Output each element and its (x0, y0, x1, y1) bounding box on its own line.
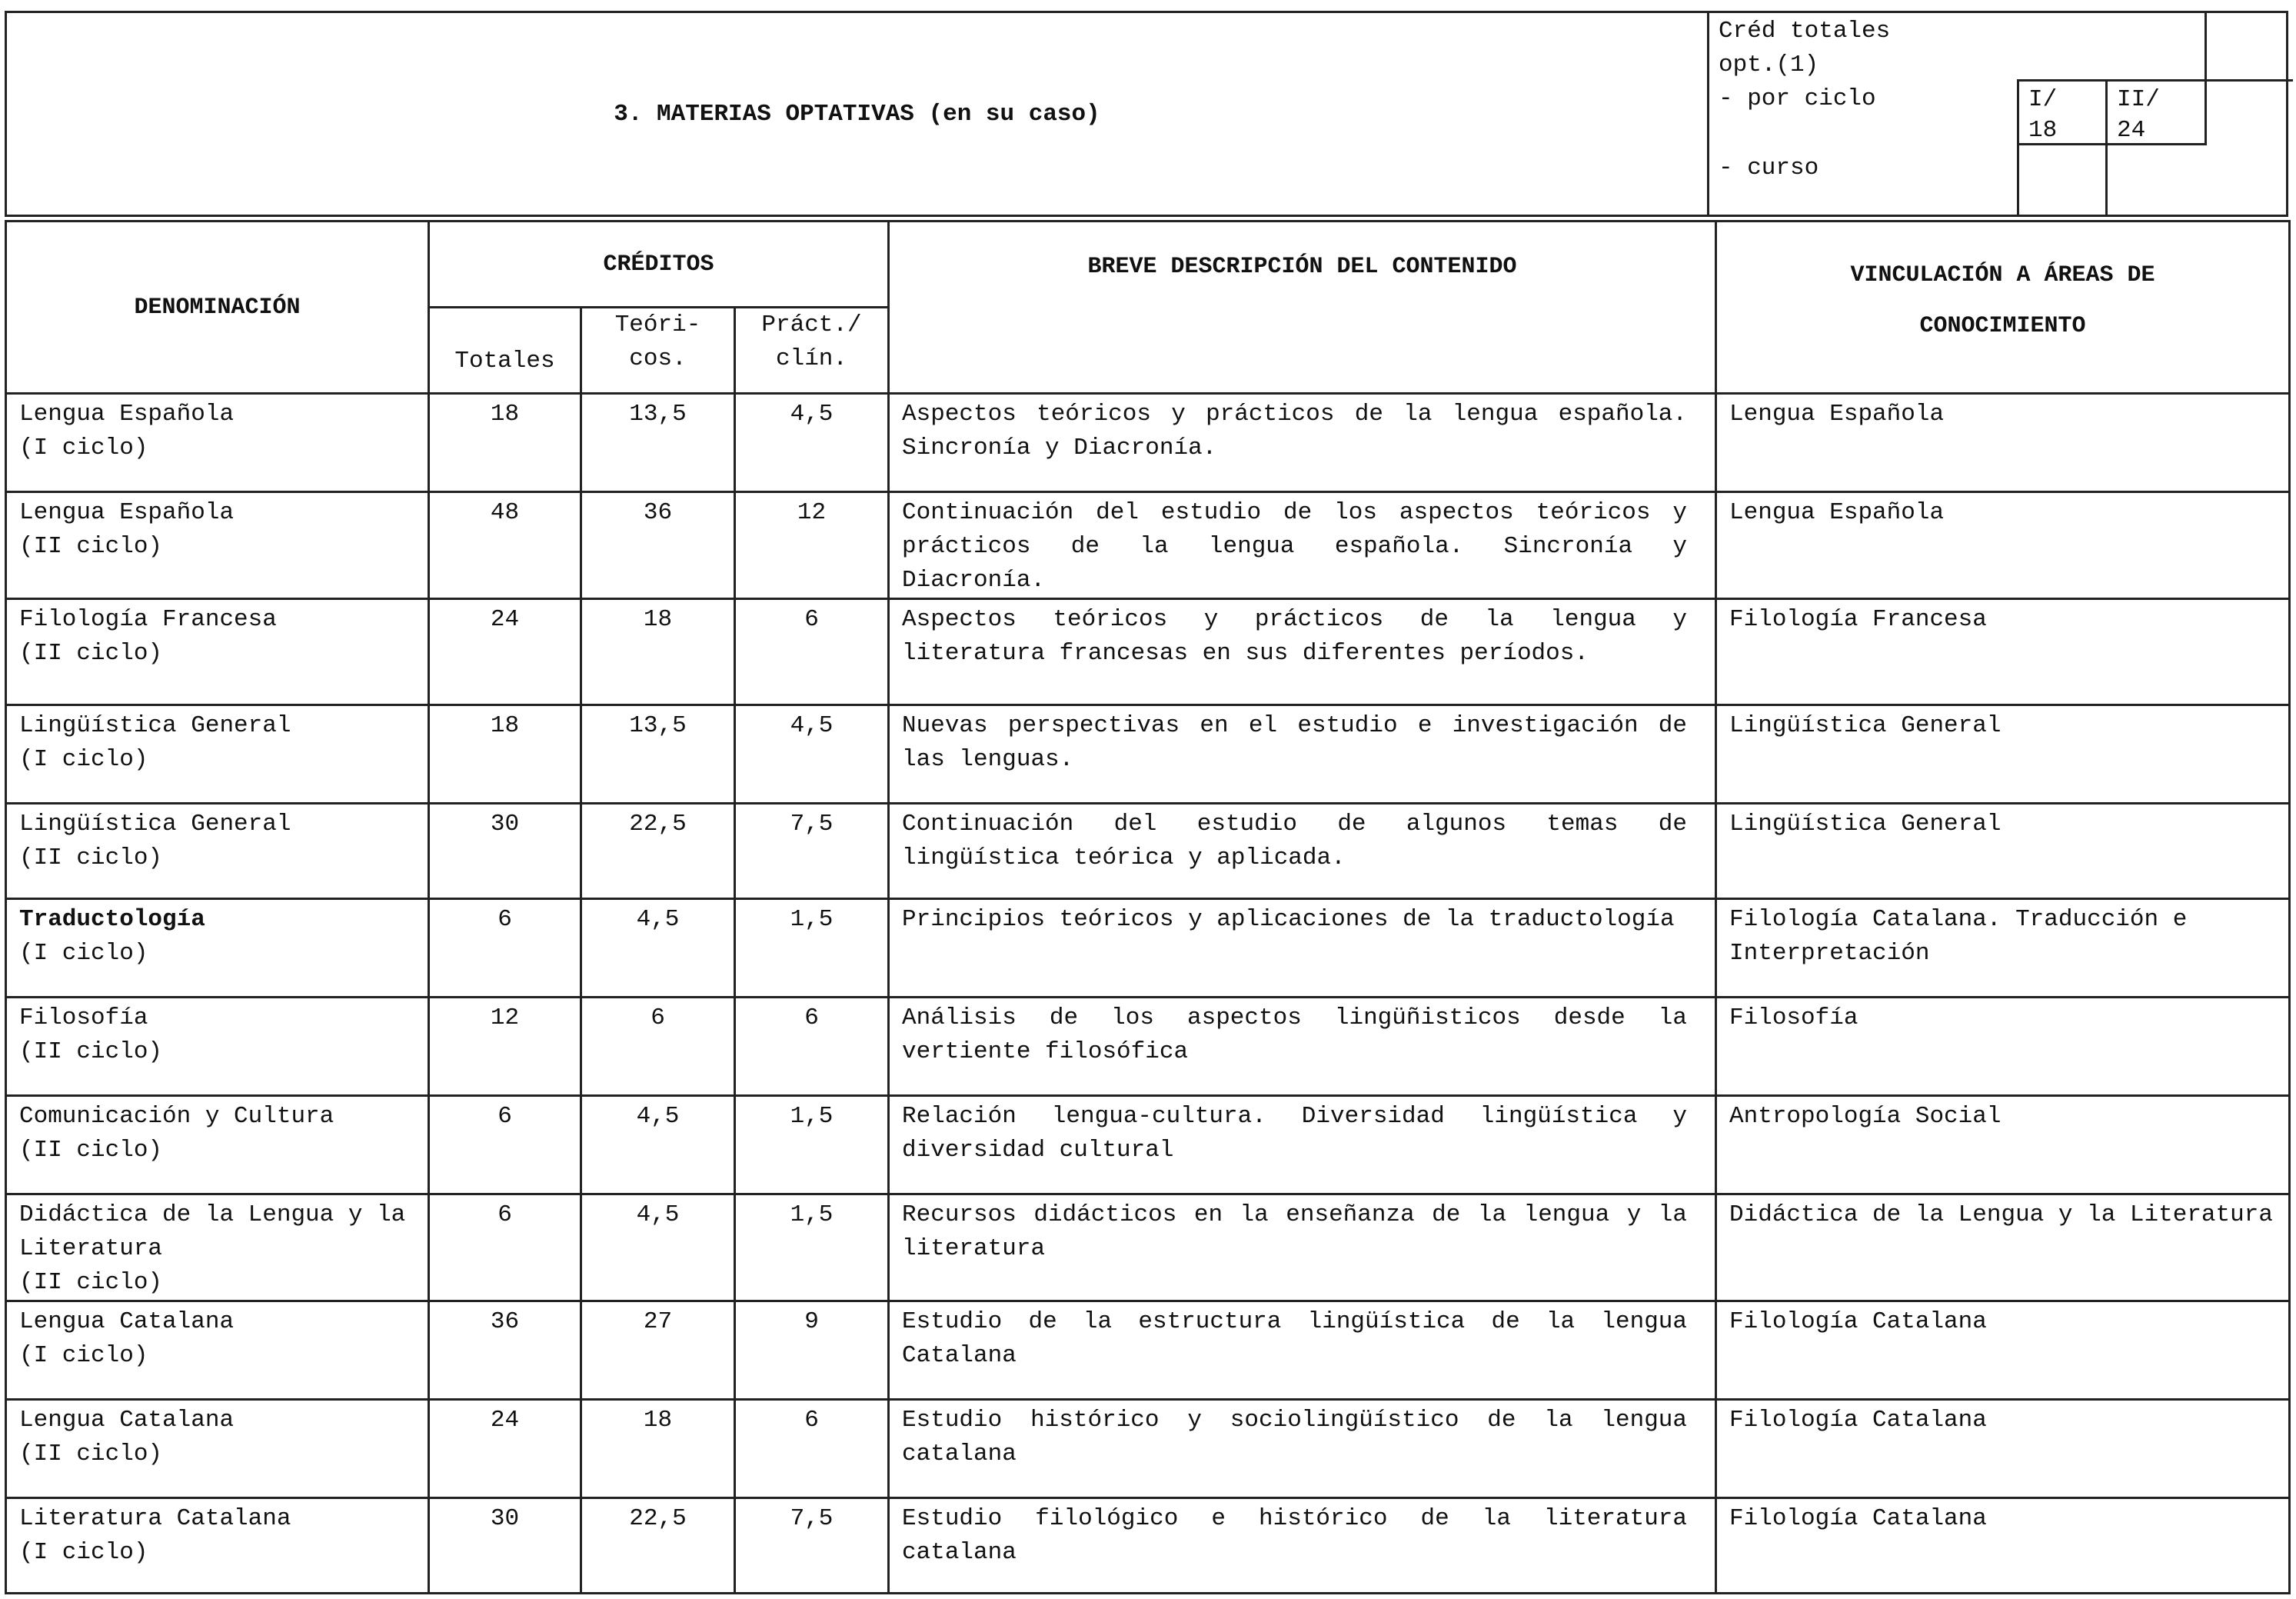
header-corner-cell (2204, 11, 2293, 82)
row-name: Lingüística General (19, 811, 291, 838)
row-name: Traductología (19, 906, 205, 933)
row-ciclo: (I ciclo) (19, 435, 148, 461)
row-descripcion: Recursos didácticos en la enseñanza de la lengua y la literatura (889, 1194, 1716, 1301)
col-vinculacion (1716, 222, 2290, 394)
col-vinculacion-line2: CONOCIMIENTO (1919, 313, 2086, 339)
row-practicos: 4,5 (735, 705, 889, 804)
ciclo-I-cell: I/ 18 (2017, 79, 2108, 145)
row-area: Filología Catalana (1716, 1301, 2290, 1400)
row-denominacion (6, 1194, 429, 1301)
row-teoricos: 13,5 (581, 705, 735, 804)
cred-totales-label: Créd totales (1719, 18, 1891, 45)
col-teoricos: Teóri- cos. (581, 308, 735, 394)
row-denominacion (6, 804, 429, 899)
row-descripcion: Nuevas perspectivas en el estudio e investigación de las lenguas. (889, 705, 1716, 804)
row-denominacion (6, 1301, 429, 1400)
row-totales: 30 (429, 804, 581, 899)
header-box (5, 11, 2288, 217)
row-name: Filología Francesa (19, 606, 277, 633)
row-ciclo: (II ciclo) (19, 844, 163, 871)
row-denominacion (6, 998, 429, 1096)
row-denominacion (6, 1498, 429, 1594)
row-teoricos: 18 (581, 1400, 735, 1498)
row-practicos: 7,5 (735, 1498, 889, 1594)
row-practicos: 1,5 (735, 899, 889, 998)
materias-table (5, 220, 2291, 1594)
table-row (6, 599, 2290, 705)
row-area: Lengua Española (1716, 492, 2290, 599)
row-practicos: 6 (735, 998, 889, 1096)
table-row (6, 394, 2290, 492)
row-denominacion (6, 599, 429, 705)
col-totales: Totales (429, 308, 581, 394)
table-row (6, 998, 2290, 1096)
row-area: Filología Catalana (1716, 1400, 2290, 1498)
row-practicos: 12 (735, 492, 889, 599)
table-row (6, 804, 2290, 899)
col-descripcion: BREVE DESCRIPCIÓN DEL CONTENIDO (889, 222, 1716, 394)
table-row (6, 705, 2290, 804)
row-denominacion (6, 705, 429, 804)
row-descripcion: Continuación del estudio de los aspectos teóricos y prácticos de la lengua española. Sincronía y Diacronía. (889, 492, 1716, 599)
row-ciclo: (I ciclo) (19, 940, 148, 967)
row-practicos: 1,5 (735, 1194, 889, 1301)
row-ciclo: (I ciclo) (19, 746, 148, 773)
row-descripcion: Estudio filológico e histórico de la literatura catalana (889, 1498, 1716, 1594)
row-teoricos: 4,5 (581, 1194, 735, 1301)
row-practicos: 6 (735, 599, 889, 705)
row-totales: 24 (429, 1400, 581, 1498)
row-practicos: 1,5 (735, 1096, 889, 1194)
row-descripcion: Principios teóricos y aplicaciones de la traductología (889, 899, 1716, 998)
table-row (6, 492, 2290, 599)
row-totales: 30 (429, 1498, 581, 1594)
row-name: Literatura Catalana (19, 1505, 291, 1532)
row-denominacion (6, 492, 429, 599)
row-totales: 6 (429, 1096, 581, 1194)
row-name: Lengua Española (19, 499, 235, 526)
row-teoricos: 4,5 (581, 1096, 735, 1194)
row-teoricos: 36 (581, 492, 735, 599)
row-ciclo: (II ciclo) (19, 1269, 163, 1296)
row-teoricos: 18 (581, 599, 735, 705)
row-practicos: 6 (735, 1400, 889, 1498)
row-totales: 48 (429, 492, 581, 599)
col-vinculacion-line1: VINCULACIÓN A ÁREAS DE (1850, 262, 2155, 288)
row-area: Lingüística General (1716, 804, 2290, 899)
por-ciclo-label: - por ciclo (1719, 85, 1876, 112)
row-teoricos: 6 (581, 998, 735, 1096)
col-creditos: CRÉDITOS (429, 222, 889, 308)
table-row (6, 1194, 2290, 1301)
table-row (6, 1400, 2290, 1498)
row-totales: 18 (429, 705, 581, 804)
row-name: Lingüística General (19, 712, 291, 739)
row-area: Didáctica de la Lengua y la Literatura (1716, 1194, 2290, 1301)
row-descripcion: Análisis de los aspectos lingüñisticos desde la vertiente filosófica (889, 998, 1716, 1096)
row-totales: 24 (429, 599, 581, 705)
row-practicos: 9 (735, 1301, 889, 1400)
table-row (6, 1301, 2290, 1400)
row-descripcion: Aspectos teóricos y prácticos de la lengua y literatura francesas en sus diferentes períodos. (889, 599, 1716, 705)
row-name: Lengua Catalana (19, 1308, 235, 1335)
row-totales: 6 (429, 1194, 581, 1301)
row-teoricos: 22,5 (581, 804, 735, 899)
row-ciclo: (II ciclo) (19, 1038, 163, 1065)
row-descripcion: Estudio histórico y sociolingüístico de la lengua catalana (889, 1400, 1716, 1498)
row-area: Filosofía (1716, 998, 2290, 1096)
col-practicos: Práct./ clín. (735, 308, 889, 394)
row-descripcion: Estudio de la estructura lingüística de la lengua Catalana (889, 1301, 1716, 1400)
table-row (6, 899, 2290, 998)
section-title: 3. MATERIAS OPTATIVAS (en su caso) (7, 13, 1709, 215)
row-descripcion: Continuación del estudio de algunos temas de lingüística teórica y aplicada. (889, 804, 1716, 899)
row-teoricos: 27 (581, 1301, 735, 1400)
row-totales: 12 (429, 998, 581, 1096)
table-row (6, 1498, 2290, 1594)
row-totales: 36 (429, 1301, 581, 1400)
row-totales: 6 (429, 899, 581, 998)
row-name: Filosofía (19, 1004, 148, 1031)
row-descripcion: Aspectos teóricos y prácticos de la lengua española. Sincronía y Diacronía. (889, 394, 1716, 492)
row-descripcion: Relación lengua-cultura. Diversidad lingüística y diversidad cultural (889, 1096, 1716, 1194)
row-name: Lengua Española (19, 401, 235, 428)
row-name: Lengua Catalana (19, 1407, 235, 1434)
row-ciclo: (II ciclo) (19, 640, 163, 667)
row-teoricos: 22,5 (581, 1498, 735, 1594)
row-area: Lengua Española (1716, 394, 2290, 492)
row-practicos: 4,5 (735, 394, 889, 492)
cred-totales-opt-label: opt.(1) (1719, 52, 1819, 78)
row-area: Filología Catalana. Traducción e Interpretación (1716, 899, 2290, 998)
row-ciclo: (II ciclo) (19, 1441, 163, 1467)
row-ciclo: (I ciclo) (19, 1539, 148, 1566)
row-area: Filología Francesa (1716, 599, 2290, 705)
row-name: Comunicación y Cultura (19, 1103, 334, 1130)
row-denominacion (6, 394, 429, 492)
row-ciclo: (II ciclo) (19, 1137, 163, 1164)
row-area: Antropología Social (1716, 1096, 2290, 1194)
row-denominacion (6, 1400, 429, 1498)
curso-label: - curso (1719, 155, 1819, 182)
ciclo-II-cell: II/ 24 (2105, 79, 2207, 145)
row-area: Filología Catalana (1716, 1498, 2290, 1594)
row-ciclo: (II ciclo) (19, 533, 163, 560)
row-ciclo: (I ciclo) (19, 1342, 148, 1369)
row-name: Didáctica de la Lengua y la Literatura (19, 1201, 406, 1262)
row-teoricos: 13,5 (581, 394, 735, 492)
row-teoricos: 4,5 (581, 899, 735, 998)
row-area: Lingüística General (1716, 705, 2290, 804)
curso-I-cell (2017, 143, 2108, 217)
row-totales: 18 (429, 394, 581, 492)
row-denominacion (6, 1096, 429, 1194)
col-denominacion: DENOMINACIÓN (6, 222, 429, 394)
table-row (6, 1096, 2290, 1194)
row-denominacion (6, 899, 429, 998)
row-practicos: 7,5 (735, 804, 889, 899)
